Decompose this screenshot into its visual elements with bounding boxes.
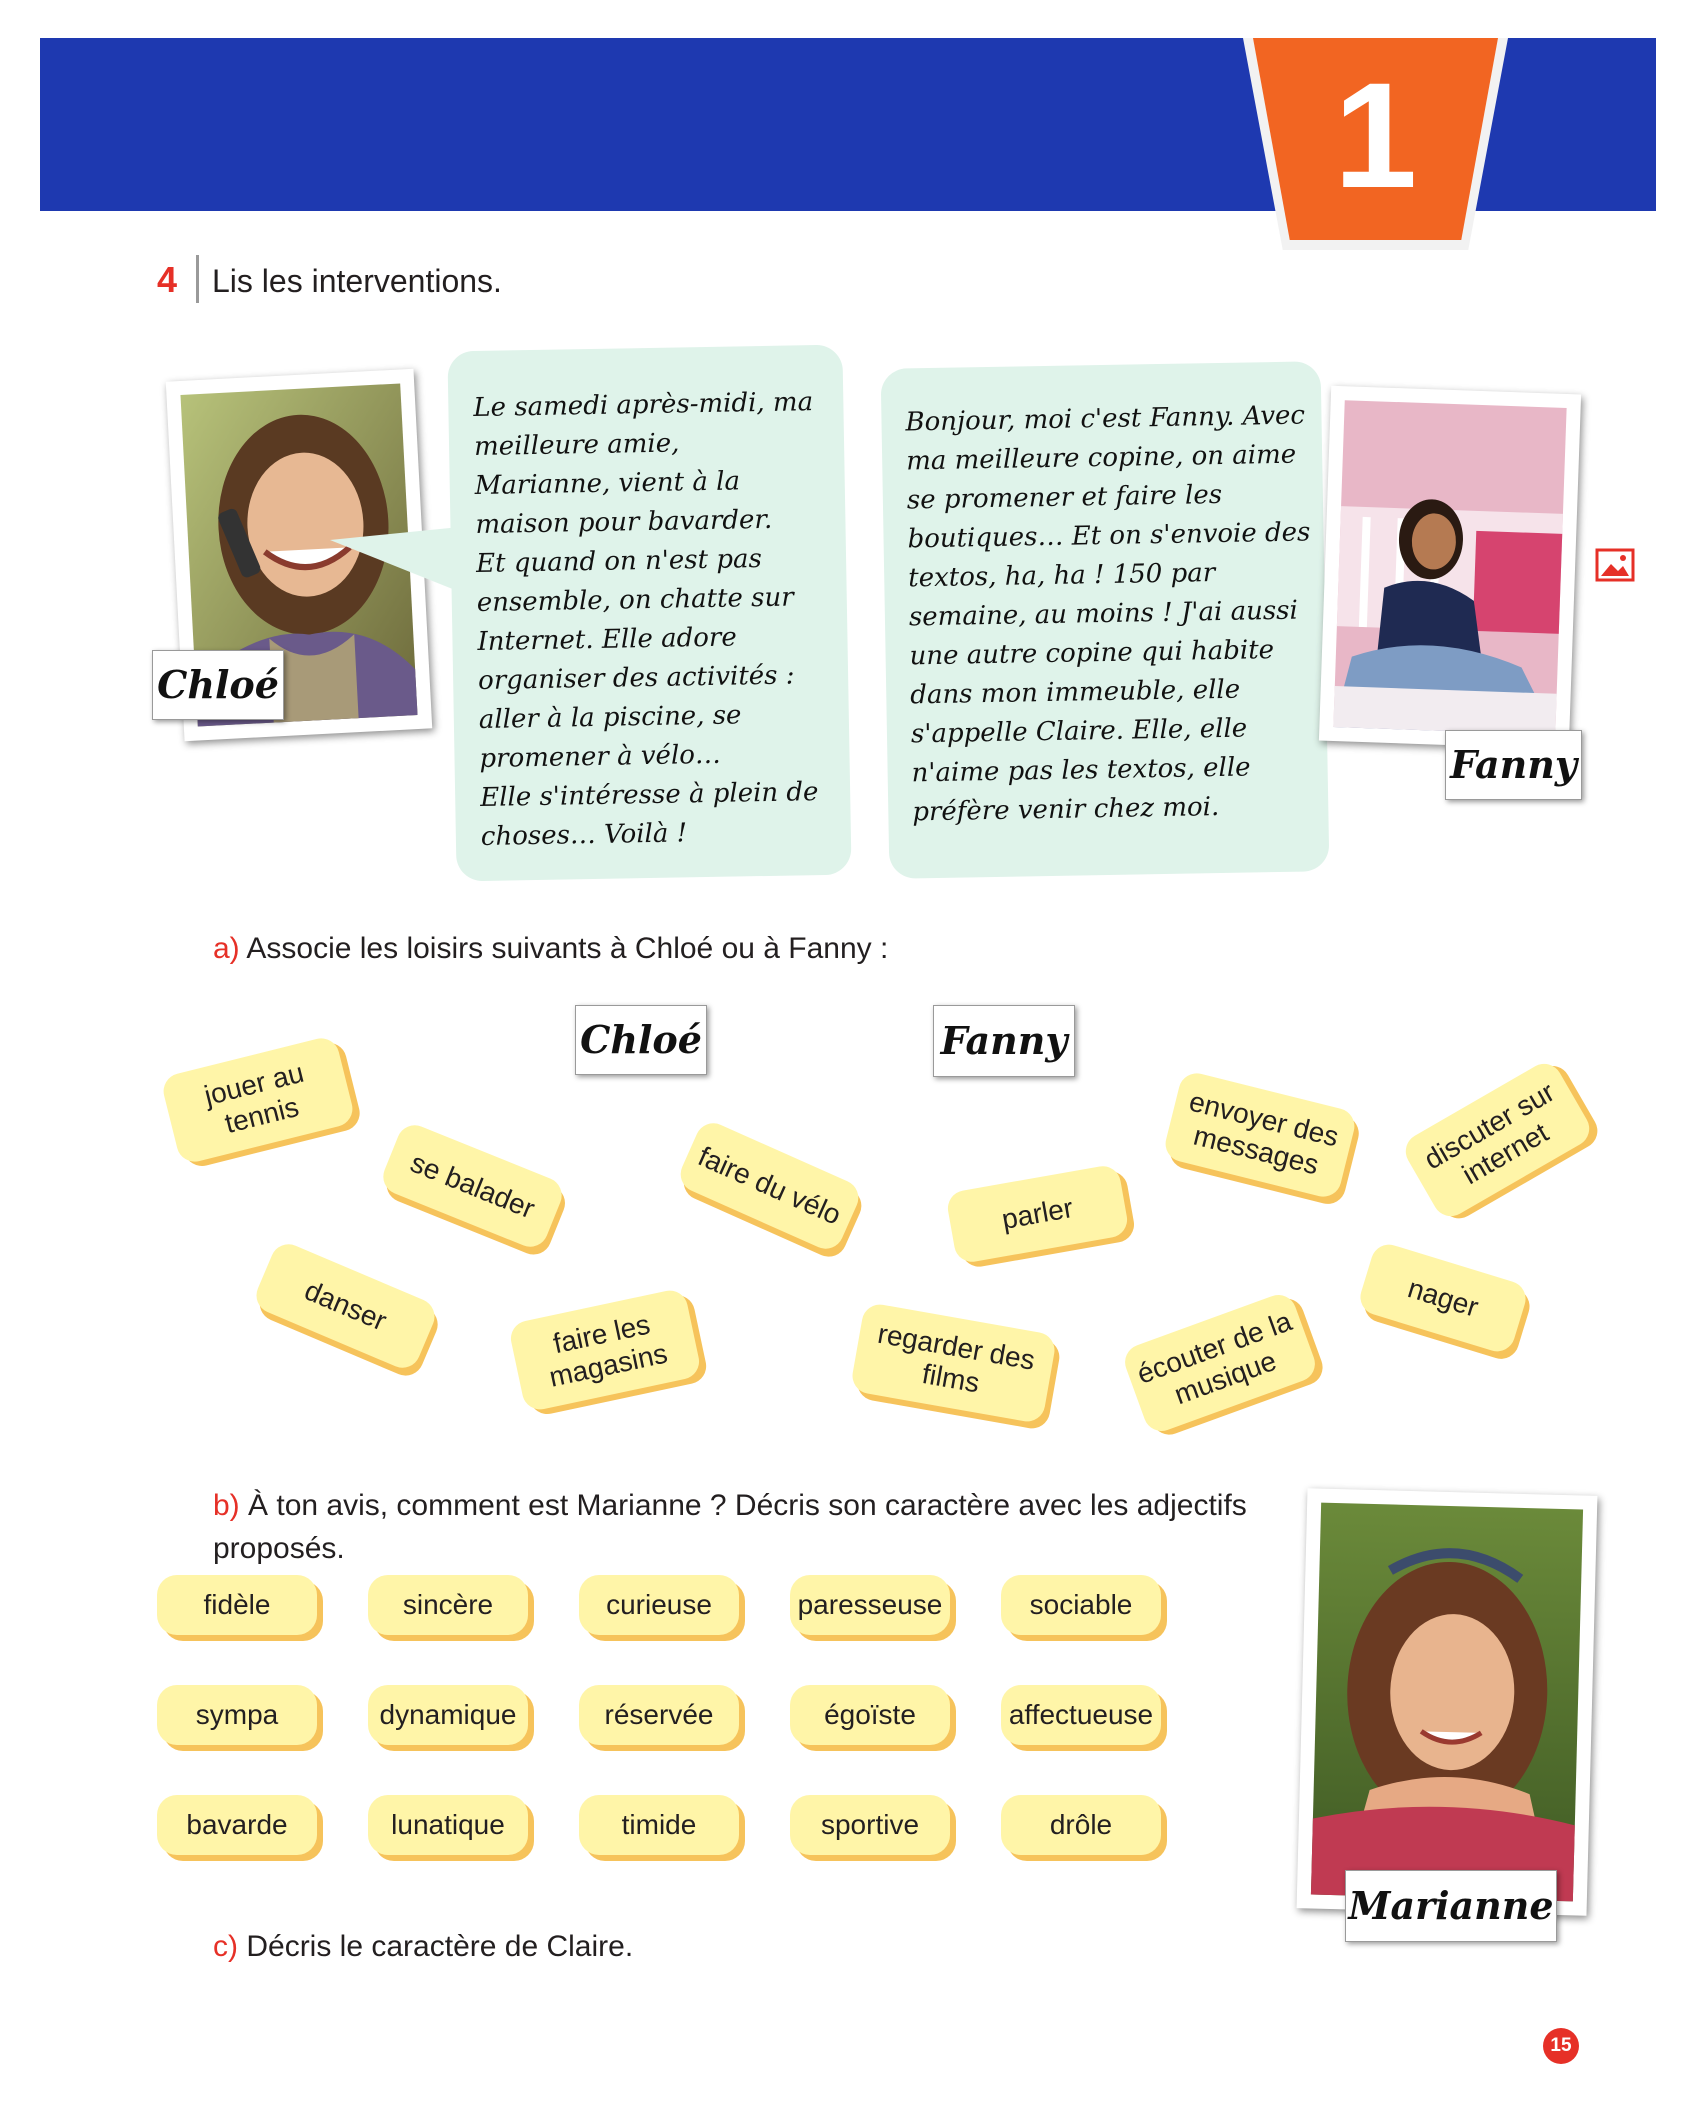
question-c [213,1930,633,1964]
question-b-letter: b) [213,1489,240,1522]
question-c-text: Décris le caractère de Claire. [246,1930,634,1963]
adjective-card[interactable]: sociable [1001,1575,1161,1635]
fanny-photo [1319,386,1581,750]
adjective-card[interactable]: curieuse [579,1575,739,1635]
exercise-title: Lis les interventions. [212,263,502,299]
exercise-divider [196,255,199,303]
chloe-speech-text: Le samedi après-midi, ma meilleure amie, Marianne, vient à la maison pour bavarder. Et quand on n'est pas ensemble, on chatte sur Internet. Elle adore organiser des activités : aller à la piscine, se promener à vélo… Elle s'intéresse à plein de choses… Voilà ! [473,387,819,852]
question-a-text: Associe les loisirs suivants à Chloé ou à Fanny : [246,932,889,965]
fanny-speech-bubble [881,361,1330,879]
activity-card[interactable]: nager [1356,1240,1530,1356]
activity-card[interactable]: envoyer des messages [1162,1070,1358,1201]
adjective-card[interactable]: égoïste [790,1685,950,1745]
image-icon[interactable] [1595,548,1635,582]
adjective-card[interactable]: affectueuse [1001,1685,1161,1745]
sort-label-chloe: Chloé [575,1005,707,1075]
exercise-number: 4 [157,259,178,300]
marianne-portrait-image [1297,1488,1598,1915]
adjective-card[interactable]: sincère [368,1575,528,1635]
unit-number: 1 [1333,51,1418,219]
chloe-nametag: Chloé [152,650,284,720]
sort-label-fanny: Fanny [933,1005,1075,1077]
chloe-speech-bubble [447,345,851,882]
adjective-card[interactable]: drôle [1001,1795,1161,1855]
question-a [213,932,888,966]
activity-card[interactable]: écouter de la musique [1120,1290,1320,1436]
adjective-card[interactable]: sympa [157,1685,317,1745]
adjective-card[interactable]: dynamique [368,1685,528,1745]
fanny-nametag: Fanny [1445,730,1582,800]
activity-card[interactable]: regarder des films [850,1302,1058,1424]
adjective-card[interactable]: timide [579,1795,739,1855]
question-a-letter: a) [213,932,240,965]
activity-card[interactable]: discuter sur internet [1399,1057,1596,1222]
activity-card[interactable]: faire les magasins [508,1287,703,1412]
adjective-card[interactable]: fidèle [157,1575,317,1635]
activity-card[interactable]: jouer au tennis [160,1035,356,1166]
activity-card[interactable]: faire du vélo [675,1118,864,1255]
adjective-card[interactable]: réservée [579,1685,739,1745]
adjective-card[interactable]: sportive [790,1795,950,1855]
page-number: 15 [1543,2028,1579,2064]
activity-card[interactable]: parler [945,1163,1130,1264]
activity-card[interactable]: se balader [378,1120,567,1252]
marianne-nametag: Marianne [1345,1870,1557,1942]
adjective-card[interactable]: bavarde [157,1795,317,1855]
adjective-card[interactable]: paresseuse [790,1575,950,1635]
question-b [213,1484,1247,1570]
question-b-text: À ton avis, comment est Marianne ? Décris son caractère avec les adjectifs proposés. [213,1489,1247,1565]
question-c-letter: c) [213,1930,238,1963]
adjective-card[interactable]: lunatique [368,1795,528,1855]
fanny-portrait-image [1319,386,1581,750]
activity-card[interactable]: danser [251,1239,440,1374]
fanny-speech-text: Bonjour, moi c'est Fanny. Avec ma meilleure copine, on aime se promener et faire les boutiques… Et on s'envoie des textos, ha, ha ! 150 par semaine, au moins ! J'ai aussi une autre copine qui habite dans mon immeuble, elle s'appelle Claire. Elle, elle n'aime pas les textos, elle préfère venir chez moi. [905,400,1311,828]
marianne-photo [1297,1488,1598,1915]
